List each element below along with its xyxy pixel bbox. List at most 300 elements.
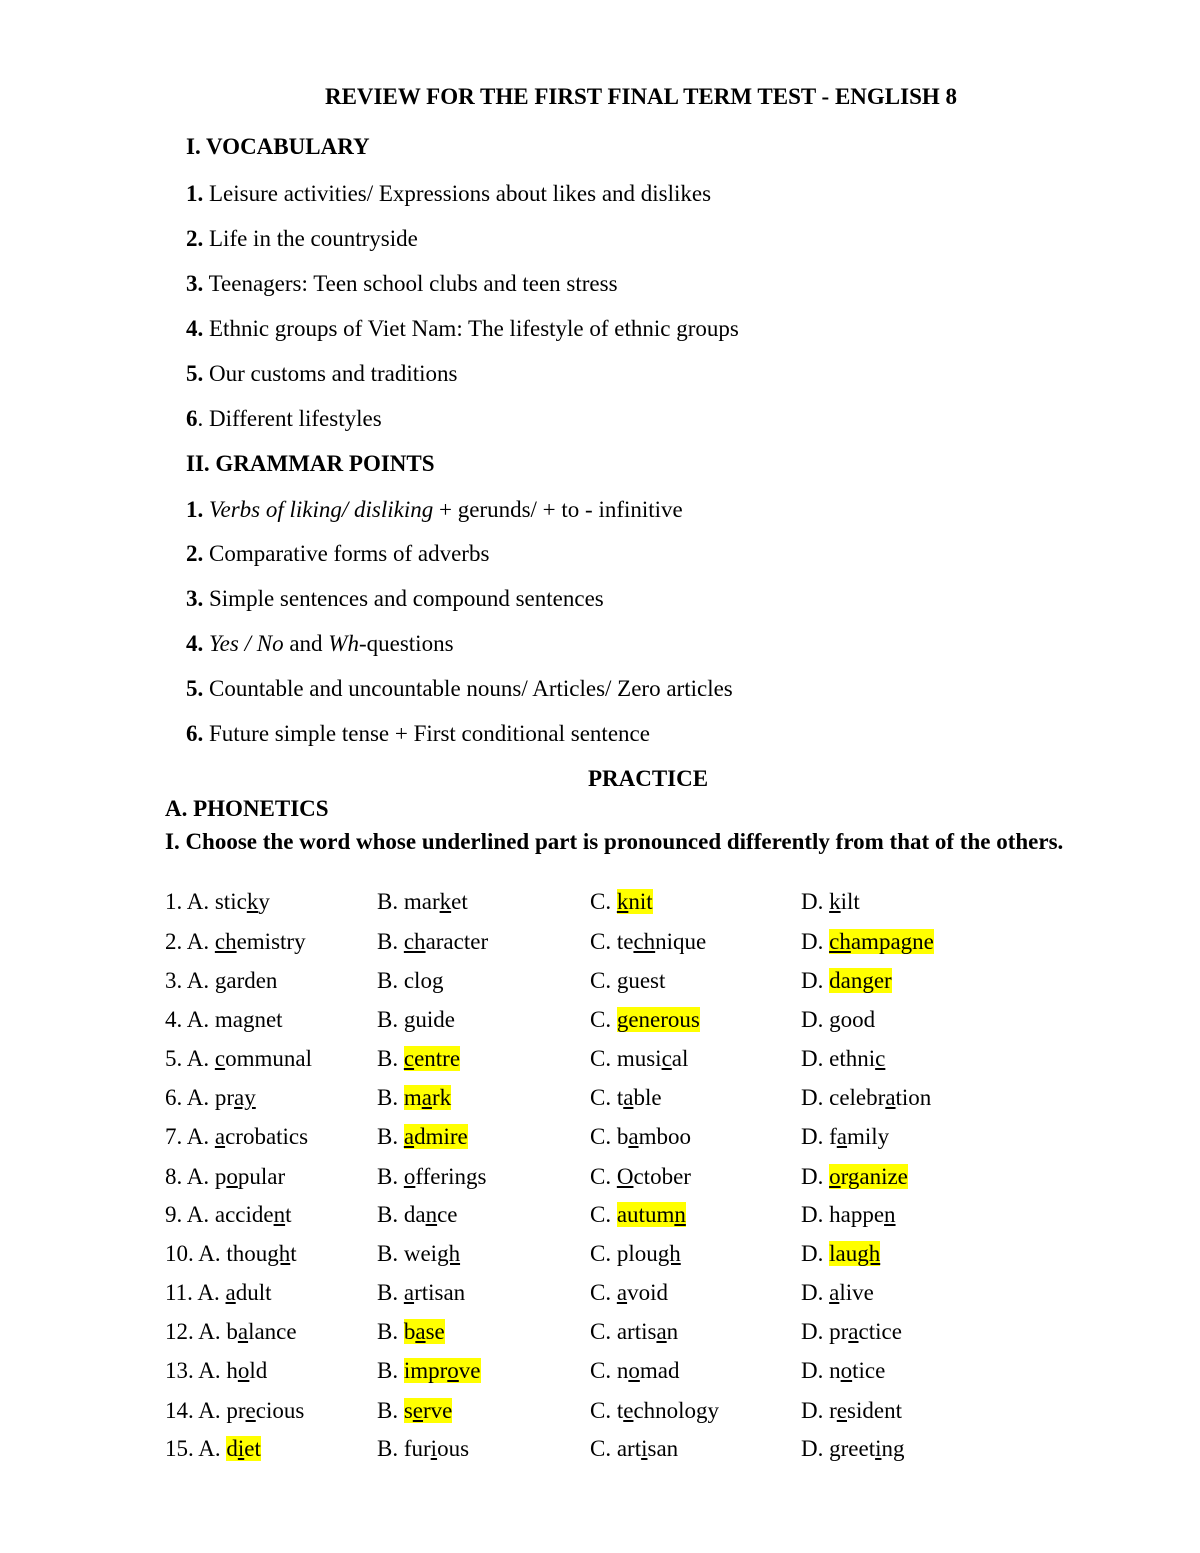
option-letter: B. <box>377 1398 404 1423</box>
option-word <box>829 1085 931 1110</box>
option-a <box>165 1164 285 1190</box>
item-number: 3. <box>186 586 204 611</box>
question-row <box>0 1241 1200 1277</box>
word-part: sident <box>847 1398 902 1423</box>
option-a <box>165 1319 297 1345</box>
highlighted-answer-word <box>617 1202 686 1227</box>
option-d <box>801 1319 902 1345</box>
underlined-part: gh <box>437 1241 461 1266</box>
word-part: er <box>873 968 892 993</box>
option-letter: C. <box>590 1202 617 1227</box>
underlined-part: e <box>623 1398 634 1423</box>
option-letter: C. <box>590 1164 617 1189</box>
word-part: thou <box>226 1241 268 1266</box>
option-word <box>226 1280 272 1305</box>
option-b <box>377 1358 481 1384</box>
underlined-part: e <box>245 1398 256 1423</box>
option-letter: C. <box>590 1124 617 1149</box>
word-part: et <box>244 1436 261 1461</box>
option-c <box>590 889 653 915</box>
grammar-item <box>186 541 489 567</box>
option-word <box>617 1398 719 1423</box>
option-b <box>377 929 488 955</box>
option-letter: A. <box>197 1280 226 1305</box>
option-a <box>165 1124 308 1150</box>
word-part: live <box>839 1280 874 1305</box>
word-part: r <box>829 1398 837 1423</box>
vocabulary-item <box>186 406 382 432</box>
word-part: entre <box>414 1046 461 1071</box>
underlined-part: o <box>447 1358 459 1383</box>
option-a <box>165 1398 304 1424</box>
underlined-part: a <box>403 1124 415 1149</box>
option-letter: D. <box>801 889 830 914</box>
word-part: s <box>403 1398 413 1423</box>
underlined-part: a <box>237 1319 249 1344</box>
word-part: n <box>666 1319 679 1344</box>
option-letter: A. <box>186 1202 215 1227</box>
word-part: dmire <box>414 1124 468 1149</box>
item-number: 2. <box>186 226 204 251</box>
phonetics-instruction: I. Choose the word whose underlined part is pronounced differently from that of the others. <box>165 829 1064 854</box>
option-letter: A. <box>186 1085 215 1110</box>
question-row <box>0 1202 1200 1238</box>
highlighted-answer-word <box>404 1319 445 1344</box>
word-part: ng <box>881 1436 905 1461</box>
option-c <box>590 1319 678 1345</box>
word-part: ood <box>840 1007 876 1032</box>
option-letter: D. <box>801 1319 830 1344</box>
item-number: 5. <box>186 361 204 386</box>
word-part: rk <box>431 1085 452 1110</box>
option-word <box>215 968 278 993</box>
underlined-part: o <box>829 1164 841 1189</box>
option-word <box>829 1436 904 1461</box>
practice-heading: PRACTICE <box>587 766 709 791</box>
option-word <box>829 1319 902 1344</box>
word-part: f <box>829 1124 837 1149</box>
option-letter: B. <box>377 1202 404 1227</box>
word-part: pular <box>237 1164 286 1189</box>
option-word <box>404 889 468 914</box>
word-part: dult <box>235 1280 272 1305</box>
option-word <box>215 1124 308 1149</box>
option-letter: B. <box>377 1319 404 1344</box>
option-letter: B. <box>377 1046 404 1071</box>
option-d <box>801 1124 889 1150</box>
underlined-part: i <box>430 1436 438 1461</box>
option-letter: D. <box>801 1164 830 1189</box>
option-letter: A. <box>186 1164 215 1189</box>
question-row <box>0 1319 1200 1355</box>
option-c <box>590 1398 719 1424</box>
option-word <box>829 1046 885 1071</box>
underlined-part: a <box>836 1124 848 1149</box>
option-b <box>377 1046 460 1072</box>
word-part: d <box>226 1436 238 1461</box>
option-letter: C. <box>590 1085 617 1110</box>
underlined-part: k <box>616 889 629 914</box>
option-letter: D. <box>801 1202 830 1227</box>
option-b <box>377 1124 468 1150</box>
highlighted-answer-word <box>829 968 892 993</box>
item-text: Comparative forms of adverbs <box>203 541 490 566</box>
option-letter: B. <box>377 1164 404 1189</box>
italic-term: Verbs of liking/ disliking <box>209 497 434 522</box>
option-letter: A. <box>186 1007 215 1032</box>
word-part: happe <box>829 1202 885 1227</box>
option-letter: A. <box>198 1241 227 1266</box>
option-letter: B. <box>377 929 404 954</box>
option-letter: A. <box>198 1319 227 1344</box>
vocabulary-heading: I. VOCABULARY <box>186 134 370 159</box>
underlined-part: gh <box>267 1241 291 1266</box>
underlined-part: n <box>884 1202 896 1227</box>
underlined-part: o <box>226 1164 238 1189</box>
option-b <box>377 1202 457 1228</box>
grammar-item <box>186 497 683 523</box>
underlined-part: i <box>237 1436 245 1461</box>
item-text: Ethnic groups of Viet Nam: The lifestyle of ethnic groups <box>203 316 739 341</box>
option-d <box>801 968 892 994</box>
option-word <box>829 1358 885 1383</box>
grammar-heading: II. GRAMMAR POINTS <box>186 451 435 476</box>
word-part: b <box>616 1124 629 1149</box>
option-word <box>226 1241 296 1266</box>
option-word <box>404 968 444 993</box>
option-a <box>165 968 277 994</box>
underlined-part: i <box>641 1436 648 1461</box>
word-part: t <box>616 1085 624 1110</box>
option-d <box>801 1046 885 1072</box>
question-number: 12. <box>165 1319 199 1344</box>
word-part: ctice <box>858 1319 902 1344</box>
option-letter: C. <box>590 1436 617 1461</box>
underlined-part: n <box>674 1202 686 1227</box>
option-word <box>617 1280 668 1305</box>
option-a <box>165 1280 272 1306</box>
option-d <box>801 1358 885 1384</box>
word-part: da <box>403 1202 426 1227</box>
item-text: Leisure activities/ Expressions about likes and dislikes <box>203 181 712 206</box>
item-text: Teenagers: Teen school clubs and teen stress <box>203 271 618 296</box>
word-part: nique <box>655 929 707 954</box>
word-part: clo <box>403 968 432 993</box>
word-part: greet <box>829 1436 876 1461</box>
word-part: net <box>254 1007 283 1032</box>
item-text: and <box>283 631 329 656</box>
word-part: fferings <box>415 1164 487 1189</box>
item-number: 4. <box>186 631 204 656</box>
question-number: 2. <box>165 929 187 954</box>
underlined-part: c <box>661 1046 672 1071</box>
option-word <box>404 1241 460 1266</box>
option-d <box>801 1085 931 1111</box>
option-d <box>801 1241 880 1267</box>
option-letter: C. <box>590 1007 617 1032</box>
question-row <box>0 1280 1200 1316</box>
item-number: 5. <box>186 676 204 701</box>
italic-term: Wh <box>328 631 359 656</box>
question-number: 6. <box>165 1085 187 1110</box>
word-part: aracter <box>425 929 489 954</box>
option-c <box>590 968 665 994</box>
underlined-part: n <box>425 1202 438 1227</box>
option-letter: D. <box>801 1280 830 1305</box>
option-letter: D. <box>801 1436 830 1461</box>
word-part: musi <box>616 1046 662 1071</box>
word-part: cious <box>255 1398 305 1423</box>
underlined-part: g <box>862 968 874 993</box>
option-d <box>801 1398 902 1424</box>
option-word <box>215 889 270 914</box>
word-part: ble <box>633 1085 662 1110</box>
question-number: 11. <box>165 1280 198 1305</box>
highlighted-answer-word <box>617 889 653 914</box>
highlighted-answer-word <box>829 1164 908 1189</box>
word-part: uide <box>415 1007 455 1032</box>
page-title: REVIEW FOR THE FIRST FINAL TERM TEST - ENGLISH 8 <box>324 84 958 109</box>
option-word <box>829 1007 875 1032</box>
option-word <box>617 1436 678 1461</box>
underlined-part: o <box>628 1358 640 1383</box>
word-part: emistry <box>236 929 306 954</box>
word-part: t <box>616 1398 624 1423</box>
vocabulary-item <box>186 226 418 252</box>
option-c <box>590 1046 688 1072</box>
item-text: Countable and uncountable nouns/ Articles/ Zero articles <box>203 676 733 701</box>
option-letter: D. <box>801 1007 830 1032</box>
option-word <box>226 1319 296 1344</box>
option-b <box>377 1280 465 1306</box>
underlined-part: i <box>875 1436 882 1461</box>
word-part: plou <box>616 1241 658 1266</box>
option-letter: A. <box>198 1358 227 1383</box>
option-letter: B. <box>377 1280 404 1305</box>
option-word <box>829 1124 889 1149</box>
option-d <box>801 929 934 955</box>
underlined-part: g <box>431 968 444 993</box>
option-a <box>165 1241 297 1267</box>
word-part: artis <box>616 1319 657 1344</box>
item-number: 1. <box>186 497 204 522</box>
word-part: ld <box>249 1358 268 1383</box>
question-number: 8. <box>165 1164 187 1189</box>
word-part: chnology <box>633 1398 720 1423</box>
question-number: 7. <box>165 1124 187 1149</box>
option-letter: D. <box>801 1398 830 1423</box>
grammar-item <box>186 676 733 702</box>
highlighted-answer-word <box>404 1046 460 1071</box>
underlined-part: o <box>237 1358 250 1383</box>
option-c <box>590 1436 678 1462</box>
option-letter: A. <box>186 1046 215 1071</box>
word-part: ampagne <box>850 929 934 954</box>
item-text: Life in the countryside <box>203 226 418 251</box>
item-text: . Different lifestyles <box>197 406 382 431</box>
question-row <box>0 929 1200 965</box>
word-part: h <box>226 1358 238 1383</box>
option-letter: D. <box>801 1046 830 1071</box>
option-letter: B. <box>377 889 404 914</box>
highlighted-answer-word <box>617 1007 700 1032</box>
option-letter: C. <box>590 1319 617 1344</box>
word-part: mboo <box>638 1124 691 1149</box>
underlined-part: ay <box>234 1085 256 1110</box>
underlined-part: o <box>403 1164 416 1189</box>
option-letter: C. <box>590 1358 617 1383</box>
option-word <box>617 1241 681 1266</box>
word-part: tion <box>895 1085 932 1110</box>
option-letter: C. <box>590 1398 617 1423</box>
option-word <box>829 889 860 914</box>
word-part: ve <box>458 1358 481 1383</box>
option-word <box>226 1358 267 1383</box>
underlined-part: g <box>242 1007 255 1032</box>
underlined-part: a <box>885 1085 896 1110</box>
option-word <box>404 1280 465 1305</box>
word-part: rganize <box>840 1164 908 1189</box>
option-word <box>617 1085 662 1110</box>
underlined-part: a <box>628 1124 639 1149</box>
option-d <box>801 1007 875 1033</box>
question-row <box>0 1046 1200 1082</box>
underlined-part: a <box>225 1280 236 1305</box>
question-number: 9. <box>165 1202 187 1227</box>
word-part: rtisan <box>414 1280 466 1305</box>
word-part: pr <box>829 1319 849 1344</box>
word-part: et <box>451 889 468 914</box>
option-word <box>617 1046 689 1071</box>
option-b <box>377 1085 451 1111</box>
word-part: tice <box>852 1358 886 1383</box>
underlined-part: ch <box>829 929 851 954</box>
question-number: 1. <box>165 889 187 914</box>
underlined-part: gh <box>657 1241 681 1266</box>
item-number: 2. <box>186 541 204 566</box>
underlined-part: g <box>403 1007 416 1032</box>
underlined-part: a <box>656 1319 667 1344</box>
option-word <box>215 1085 256 1110</box>
word-part: ommunal <box>225 1046 312 1071</box>
underlined-part: a <box>623 1085 634 1110</box>
option-a <box>165 1436 261 1462</box>
underlined-part: k <box>829 889 841 914</box>
option-letter: A. <box>186 968 215 993</box>
option-a <box>165 1202 291 1228</box>
question-number: 5. <box>165 1046 187 1071</box>
word-part: accide <box>214 1202 274 1227</box>
option-letter: D. <box>801 1241 830 1266</box>
grammar-item <box>186 586 604 612</box>
option-letter: C. <box>590 929 617 954</box>
word-part: lau <box>829 1241 858 1266</box>
option-word <box>226 1398 304 1423</box>
word-part: impr <box>403 1358 448 1383</box>
option-letter: B. <box>377 1085 404 1110</box>
item-text: + gerunds/ + to - infinitive <box>433 497 683 522</box>
underlined-part: a <box>415 1319 426 1344</box>
underlined-part: g <box>616 1007 629 1032</box>
option-c <box>590 1358 679 1384</box>
option-b <box>377 1164 486 1190</box>
option-letter: A. <box>198 1398 227 1423</box>
item-number: 6. <box>186 721 204 746</box>
underlined-part: a <box>829 1280 840 1305</box>
underlined-part: a <box>403 1280 415 1305</box>
option-a <box>165 889 270 915</box>
option-d <box>801 1436 904 1462</box>
item-text: -questions <box>358 631 454 656</box>
underlined-part: g <box>616 968 629 993</box>
word-part: p <box>214 1164 227 1189</box>
option-letter: C. <box>590 968 617 993</box>
vocabulary-item <box>186 271 618 297</box>
option-letter: C. <box>590 889 617 914</box>
option-letter: B. <box>377 968 404 993</box>
word-part: t <box>285 1202 292 1227</box>
word-part: art <box>616 1436 642 1461</box>
vocabulary-item <box>186 181 711 207</box>
option-word <box>215 929 306 954</box>
option-letter: A. <box>186 889 215 914</box>
question-row <box>0 1398 1200 1434</box>
word-part: enerous <box>628 1007 700 1032</box>
highlighted-answer-word <box>404 1398 453 1423</box>
underlined-part: c <box>875 1046 886 1071</box>
option-letter: B. <box>377 1358 404 1383</box>
option-word <box>829 1280 874 1305</box>
item-number: 4. <box>186 316 204 341</box>
word-part: pr <box>226 1398 246 1423</box>
option-letter: C. <box>590 1280 617 1305</box>
question-row <box>0 1358 1200 1394</box>
option-a <box>165 1358 267 1384</box>
highlighted-answer-word <box>226 1436 261 1461</box>
option-letter: A. <box>198 1436 227 1461</box>
word-part: mad <box>639 1358 680 1383</box>
option-letter: B. <box>377 1124 404 1149</box>
option-c <box>590 1085 662 1111</box>
underlined-part: a <box>214 1124 226 1149</box>
word-part: t <box>290 1241 297 1266</box>
option-word <box>215 1046 312 1071</box>
word-part: rve <box>423 1398 453 1423</box>
option-letter: C. <box>590 1046 617 1071</box>
word-part: mily <box>847 1124 890 1149</box>
option-word <box>617 929 706 954</box>
underlined-part: gh <box>857 1241 881 1266</box>
option-word <box>617 1124 691 1149</box>
question-row <box>0 1007 1200 1043</box>
option-b <box>377 889 468 915</box>
underlined-part: k <box>439 889 452 914</box>
word-part: ma <box>214 1007 243 1032</box>
option-c <box>590 1202 686 1228</box>
item-number: 3. <box>186 271 204 296</box>
grammar-item <box>186 631 454 657</box>
option-c <box>590 1124 691 1150</box>
option-c <box>590 1164 691 1190</box>
option-word <box>829 1202 895 1227</box>
word-part: ethni <box>829 1046 876 1071</box>
underlined-part: g <box>214 968 227 993</box>
option-b <box>377 1007 455 1033</box>
word-part: ilt <box>840 889 860 914</box>
word-part: nit <box>628 889 653 914</box>
question-row <box>0 1436 1200 1472</box>
vocabulary-item <box>186 361 458 387</box>
